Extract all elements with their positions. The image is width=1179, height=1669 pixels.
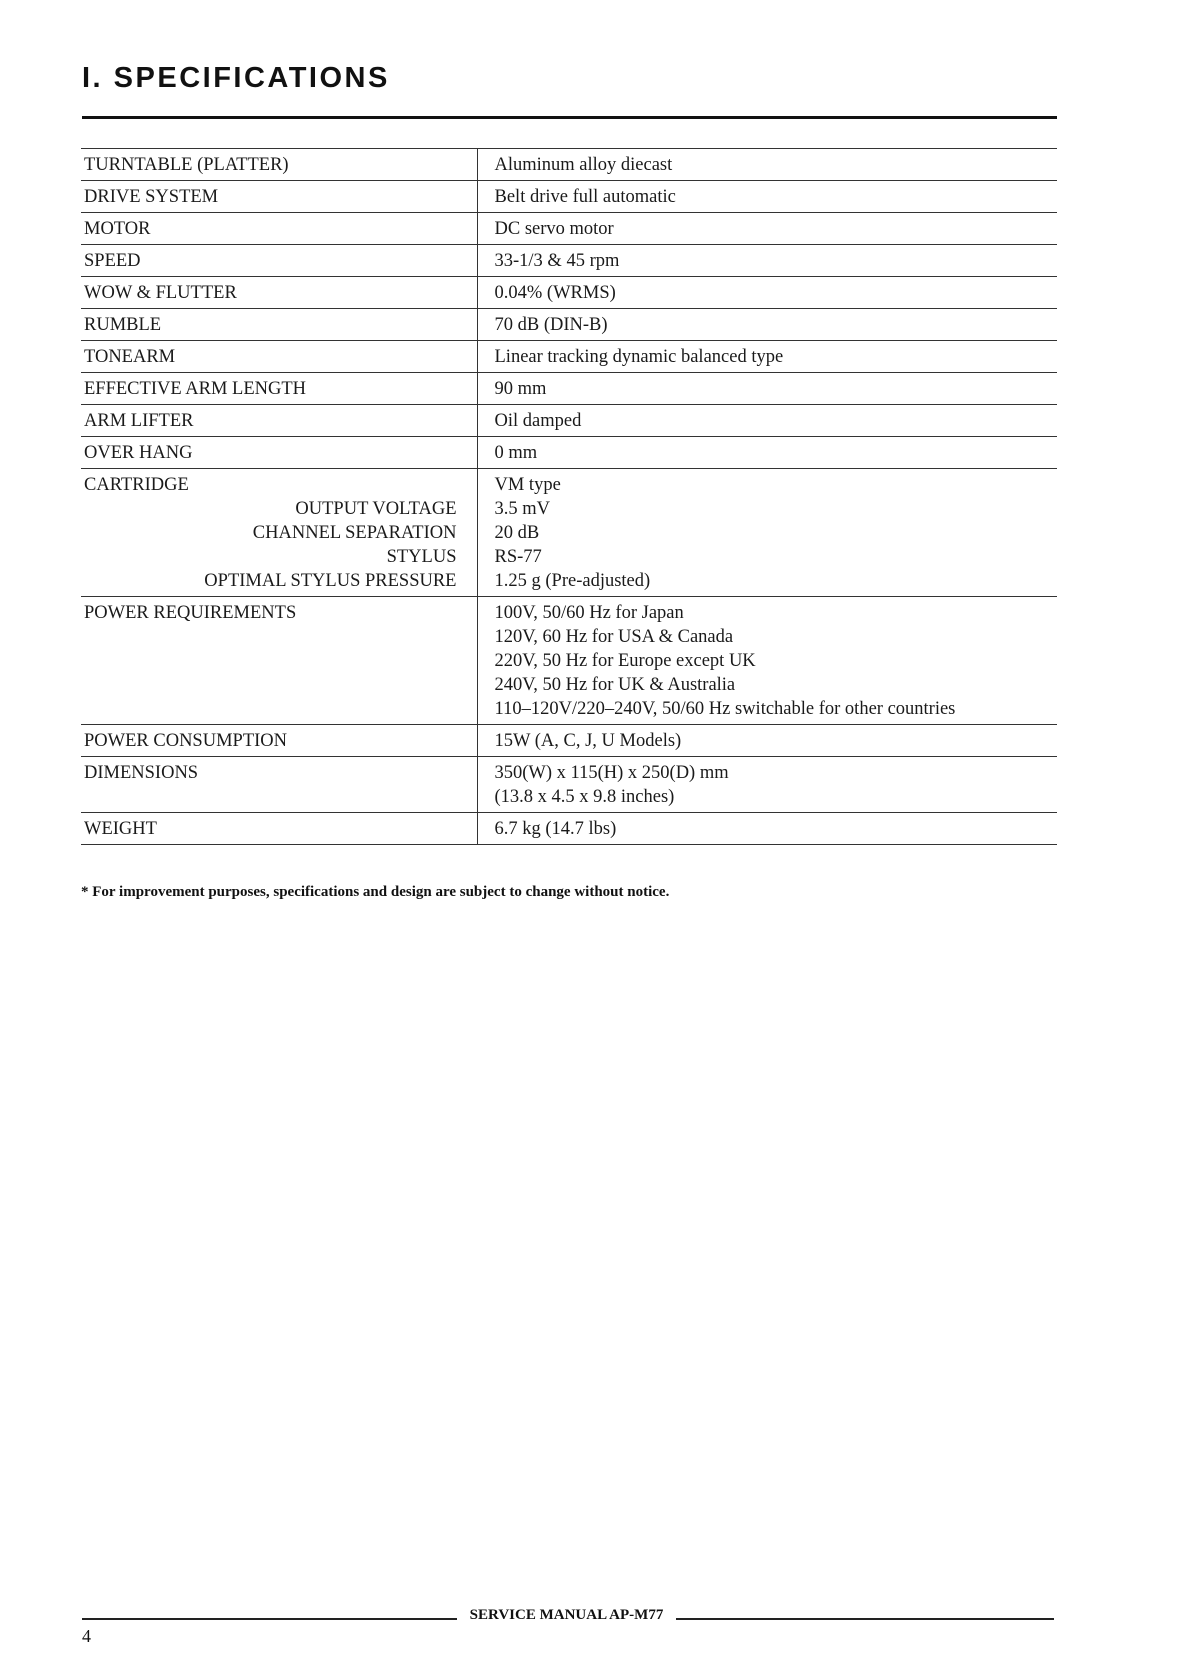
- spec-value: Oil damped: [477, 405, 1057, 437]
- footer-rule: [676, 1618, 1054, 1620]
- spec-value: VM type: [494, 475, 561, 495]
- spec-label: POWER CONSUMPTION: [84, 731, 288, 751]
- spec-value: 1.25 g (Pre-adjusted): [494, 571, 651, 591]
- spec-value: Belt drive full automatic: [477, 181, 1057, 213]
- table-row: [81, 405, 1057, 437]
- spec-value: 240V, 50 Hz for UK & Australia: [494, 675, 736, 695]
- spec-label: POWER REQUIREMENTS: [84, 603, 297, 623]
- table-row: [81, 341, 1057, 373]
- table-row-cartridge: [81, 469, 1057, 597]
- spec-label: WOW & FLUTTER: [84, 283, 237, 303]
- spec-value: (13.8 x 4.5 x 9.8 inches): [494, 787, 675, 807]
- spec-value: 33-1/3 & 45 rpm: [477, 245, 1057, 277]
- spec-label: CARTRIDGE: [84, 475, 189, 495]
- spec-label: SPEED: [84, 251, 141, 271]
- spec-value: 90 mm: [477, 373, 1057, 405]
- table-row: [81, 437, 1057, 469]
- cartridge-labels: [81, 469, 477, 597]
- page-title: I. SPECIFICATIONS: [82, 62, 390, 94]
- spec-label: ARM LIFTER: [84, 411, 194, 431]
- spec-label: MOTOR: [84, 219, 151, 239]
- table-row: [81, 373, 1057, 405]
- spec-label: EFFECTIVE ARM LENGTH: [84, 379, 306, 399]
- table-row: [81, 309, 1057, 341]
- spec-label: WEIGHT: [84, 819, 157, 839]
- title-rule: [82, 116, 1057, 119]
- spec-label: DIMENSIONS: [84, 763, 199, 783]
- spec-sublabel: CHANNEL SEPARATION: [252, 523, 457, 543]
- spec-value: 6.7 kg (14.7 lbs): [477, 813, 1057, 845]
- spec-label: DRIVE SYSTEM: [84, 187, 219, 207]
- spec-value: Aluminum alloy diecast: [477, 149, 1057, 181]
- table-row: [81, 181, 1057, 213]
- table-row: [81, 149, 1057, 181]
- spec-value: 120V, 60 Hz for USA & Canada: [494, 627, 734, 647]
- spec-value: 110–120V/220–240V, 50/60 Hz switchable for other countries: [494, 699, 956, 719]
- spec-sublabel: OUTPUT VOLTAGE: [295, 499, 457, 519]
- table-row-dimensions: [81, 757, 1057, 813]
- spec-value: 0 mm: [477, 437, 1057, 469]
- dimensions-values: [477, 757, 1057, 813]
- spec-value: 70 dB (DIN-B): [477, 309, 1057, 341]
- spec-sublabel: OPTIMAL STYLUS PRESSURE: [204, 571, 457, 591]
- spec-value: RS-77: [494, 547, 542, 567]
- spec-value: 15W (A, C, J, U Models): [477, 725, 1057, 757]
- spec-label: TONEARM: [84, 347, 176, 367]
- specifications-table: [81, 148, 1057, 845]
- power-requirements-values: [477, 597, 1057, 725]
- footer-label: SERVICE MANUAL AP-M77: [469, 1607, 664, 1623]
- table-row: [81, 725, 1057, 757]
- table-row-power-requirements: [81, 597, 1057, 725]
- spec-label: OVER HANG: [84, 443, 193, 463]
- spec-label: RUMBLE: [84, 315, 162, 335]
- spec-value: DC servo motor: [477, 213, 1057, 245]
- spec-value: 350(W) x 115(H) x 250(D) mm: [494, 763, 729, 783]
- spec-sublabel: STYLUS: [386, 547, 457, 567]
- spec-value: 100V, 50/60 Hz for Japan: [494, 603, 684, 623]
- spec-label: TURNTABLE (PLATTER): [84, 155, 289, 175]
- page-number: 4: [82, 1626, 91, 1646]
- spec-value: 0.04% (WRMS): [477, 277, 1057, 309]
- footnote: * For improvement purposes, specifications and design are subject to change without notice.: [81, 884, 670, 900]
- spec-value: 220V, 50 Hz for Europe except UK: [494, 651, 756, 671]
- spec-value: 20 dB: [494, 523, 540, 543]
- footer-rule: [82, 1618, 457, 1620]
- table-row: [81, 213, 1057, 245]
- cartridge-values: [477, 469, 1057, 597]
- table-row: [81, 813, 1057, 845]
- table-row: [81, 277, 1057, 309]
- spec-value: 3.5 mV: [494, 499, 550, 519]
- table-row: [81, 245, 1057, 277]
- spec-value: Linear tracking dynamic balanced type: [477, 341, 1057, 373]
